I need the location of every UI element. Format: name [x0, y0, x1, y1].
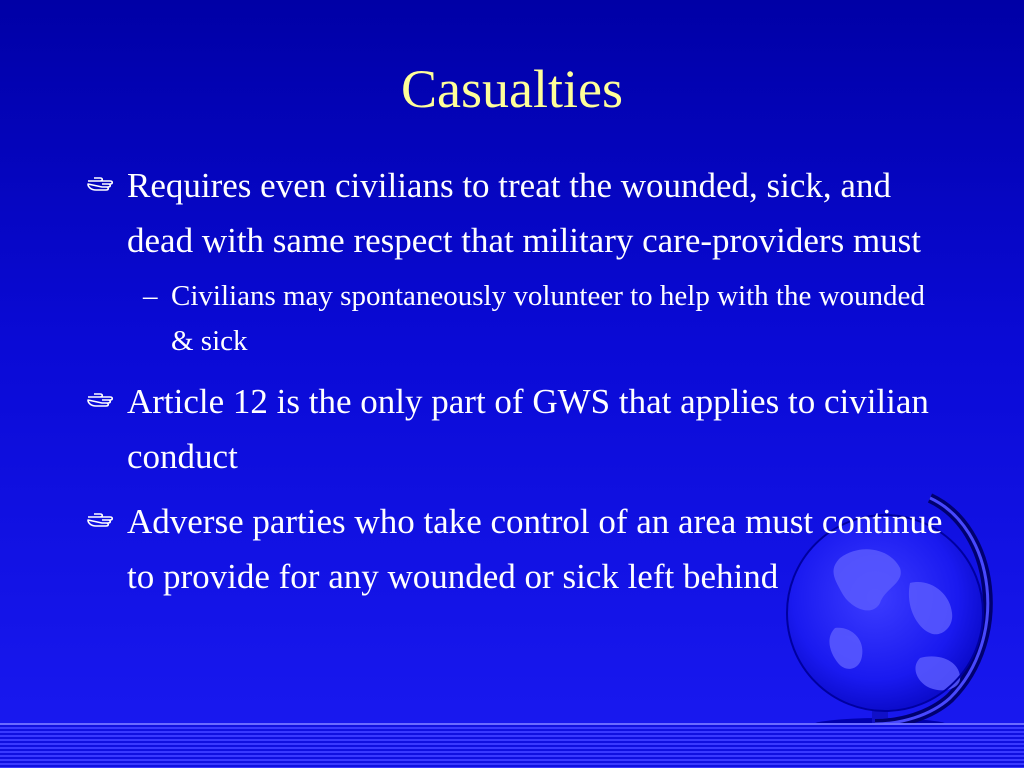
bullet-item: [86, 374, 946, 484]
slide-title: Casualties: [401, 59, 623, 119]
bullet-list: [86, 158, 946, 604]
pointing-hand-icon: [86, 389, 116, 413]
bullet-text: Adverse parties who take control of an area must continue to provide for any wounded or sick left behind: [127, 502, 943, 596]
footer-stripes: [0, 723, 1024, 768]
bullet-text: Requires even civilians to treat the wounded, sick, and dead with same respect that military care-providers must: [127, 166, 922, 260]
pointing-hand-icon: [86, 173, 116, 197]
bullet-item: [86, 158, 946, 268]
sub-bullet-item: [143, 274, 946, 364]
sub-bullet-text: Civilians may spontaneously volunteer to help with the wounded & sick: [171, 280, 925, 357]
dash-marker: –: [143, 280, 158, 312]
bullet-item: [86, 494, 946, 604]
footer-edge: [0, 723, 1024, 725]
bullet-text: Article 12 is the only part of GWS that applies to civilian conduct: [127, 382, 929, 476]
pointing-hand-icon: [86, 509, 116, 533]
